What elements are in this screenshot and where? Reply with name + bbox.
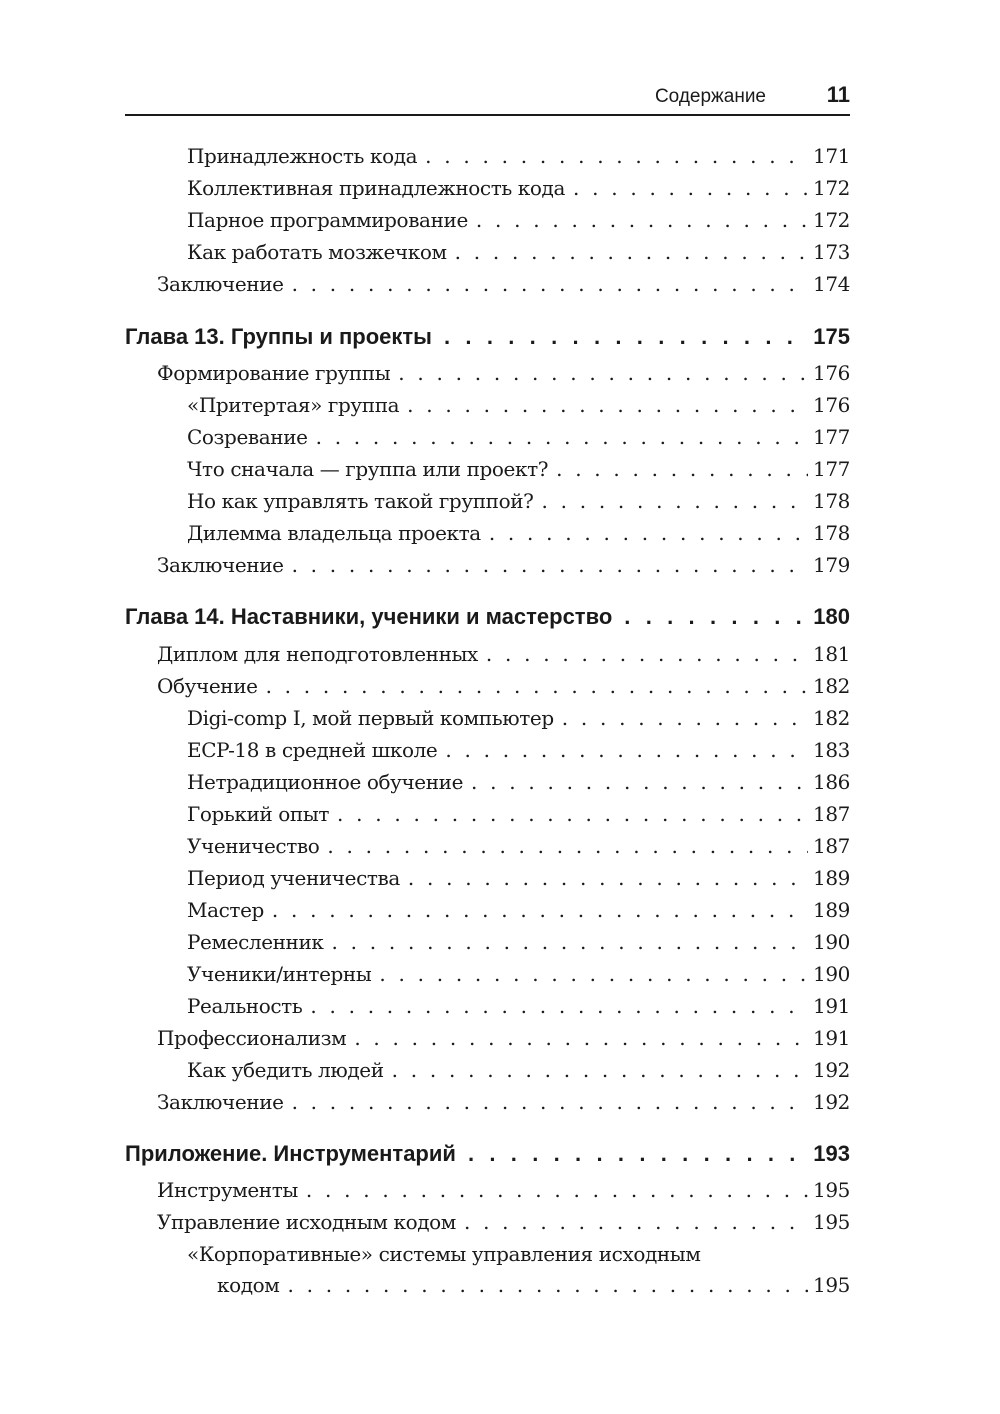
- toc-entry-page: 177: [813, 457, 850, 481]
- toc-entry-title: Реальность: [187, 994, 303, 1018]
- toc-leader-dots: [476, 208, 808, 232]
- toc-entry-page: 171: [813, 144, 850, 168]
- toc-entry: [157, 553, 850, 577]
- page-header: [125, 84, 850, 116]
- toc-entry: [157, 1210, 850, 1234]
- toc-entry: [157, 1026, 850, 1050]
- toc-entry-title: Коллективная принадлежность кода: [187, 176, 565, 200]
- toc-entry-title: Обучение: [157, 674, 258, 698]
- toc-entry: [187, 962, 850, 986]
- toc-chapter-page: 180: [813, 604, 850, 629]
- toc-entry-page: 173: [813, 240, 850, 264]
- toc-entry: [157, 1090, 850, 1114]
- toc-leader-dots: [455, 240, 808, 264]
- toc-entry: [187, 706, 850, 730]
- toc-entry: [187, 521, 850, 545]
- toc-entry: [187, 770, 850, 794]
- toc-leader-dots: [354, 1026, 808, 1050]
- toc-entry: [187, 994, 850, 1018]
- toc-entry-title: Ученики/интерны: [187, 962, 372, 986]
- toc-entry-title: Заключение: [157, 272, 284, 296]
- toc-entry-title: Созревание: [187, 425, 308, 449]
- toc-leader-dots: [624, 604, 805, 630]
- toc-entry-title: Что сначала — группа или проект?: [187, 457, 549, 481]
- toc-entry-page: 189: [813, 866, 850, 890]
- toc-leader-dots: [272, 898, 808, 922]
- toc-entry: [157, 642, 850, 666]
- toc-entry: [187, 240, 850, 264]
- toc-entry: [187, 802, 850, 826]
- toc-entry-page: 179: [813, 553, 850, 577]
- toc-leader-dots: [407, 393, 808, 417]
- toc-chapter-page: 175: [813, 324, 850, 349]
- toc-entry: [187, 898, 850, 922]
- toc-leader-dots: [379, 962, 808, 986]
- toc-chapter-entry: [125, 1141, 850, 1167]
- toc-entry: [187, 834, 850, 858]
- toc-entry-page: 186: [813, 770, 850, 794]
- toc-leader-dots: [327, 834, 808, 858]
- toc-entry-title: Управление исходным кодом: [157, 1210, 456, 1234]
- toc-entry-page: 172: [813, 176, 850, 200]
- toc-entry-page: 195: [813, 1210, 850, 1234]
- toc-leader-dots: [444, 324, 805, 350]
- toc-entry: [157, 674, 850, 698]
- toc-entry-title: «Притертая» группа: [187, 393, 400, 417]
- toc-entry-title: кодом: [217, 1273, 280, 1297]
- toc-entry-page: 192: [813, 1090, 850, 1114]
- toc-entry-page: 177: [813, 425, 850, 449]
- toc-entry-page: 192: [813, 1058, 850, 1082]
- page-number: 11: [826, 82, 850, 107]
- toc-entry-title: ECP-18 в средней школе: [187, 738, 438, 762]
- toc-entry-title: Период ученичества: [187, 866, 400, 890]
- toc-leader-dots: [337, 802, 808, 826]
- toc-entry-page: 190: [813, 930, 850, 954]
- toc-leader-dots: [398, 361, 808, 385]
- toc-entry: [187, 1058, 850, 1082]
- toc-entry-title: Заключение: [157, 553, 284, 577]
- toc-entry-title: Парное программирование: [187, 208, 468, 232]
- toc-entry-title: Инструменты: [157, 1178, 298, 1202]
- toc-entry: [157, 1178, 850, 1202]
- toc-entry-page: 195: [813, 1178, 850, 1202]
- toc-leader-dots: [292, 553, 808, 577]
- toc-leader-dots: [408, 866, 808, 890]
- toc-leader-dots: [306, 1178, 808, 1202]
- toc-leader-dots: [316, 425, 808, 449]
- toc-leader-dots: [464, 1210, 808, 1234]
- toc-leader-dots: [392, 1058, 808, 1082]
- toc-leader-dots: [310, 994, 808, 1018]
- toc-entry-title: Ремесленник: [187, 930, 324, 954]
- toc-entry-title: Диплом для неподготовленных: [157, 642, 478, 666]
- toc-entry: [187, 457, 850, 481]
- toc-entry-title: Профессионализм: [157, 1026, 347, 1050]
- toc-entry: [187, 930, 850, 954]
- toc-chapter-page: 193: [813, 1141, 850, 1166]
- toc-leader-dots: [556, 457, 808, 481]
- toc-leader-dots: [468, 1141, 805, 1167]
- toc-entry-page: 178: [813, 489, 850, 513]
- toc-entry-page: 190: [813, 962, 850, 986]
- toc-leader-dots: [489, 521, 808, 545]
- toc-entry: [187, 208, 850, 232]
- toc-entry-page: 182: [813, 706, 850, 730]
- toc-entry-page: 181: [813, 642, 850, 666]
- toc-leader-dots: [562, 706, 808, 730]
- toc-entry-page: 183: [813, 738, 850, 762]
- toc-entry-page: 189: [813, 898, 850, 922]
- toc-leader-dots: [573, 176, 808, 200]
- toc-entry-title: Горький опыт: [187, 802, 330, 826]
- toc-entry: [157, 272, 850, 296]
- toc-entry-page: 191: [813, 1026, 850, 1050]
- toc-entry-title: Ученичество: [187, 834, 320, 858]
- toc-chapter-entry: [125, 324, 850, 350]
- toc-entry: [187, 738, 850, 762]
- toc-entry-title: Формирование группы: [157, 361, 391, 385]
- toc-entry-title: «Корпоративные» системы управления исходным: [187, 1242, 701, 1266]
- toc-chapter-title: Приложение. Инструментарий: [125, 1141, 456, 1166]
- toc-entry-title: Нетрадиционное обучение: [187, 770, 464, 794]
- toc-leader-dots: [541, 489, 808, 513]
- toc-entry: [187, 176, 850, 200]
- toc-leader-dots: [471, 770, 808, 794]
- toc-entry-page: 195: [813, 1273, 850, 1297]
- toc-entry-first-line: [187, 1242, 700, 1266]
- toc-chapter-title: Глава 13. Группы и проекты: [125, 324, 432, 349]
- toc-entry-continuation: [217, 1273, 850, 1297]
- toc-entry: [187, 489, 850, 513]
- toc-entry: [187, 866, 850, 890]
- toc-chapter-entry: [125, 604, 850, 630]
- toc-leader-dots: [445, 738, 808, 762]
- toc-entry-title: Дилемма владельца проекта: [187, 521, 481, 545]
- toc-entry-page: 176: [813, 393, 850, 417]
- toc-entry-page: 187: [813, 834, 850, 858]
- toc-entry: [157, 361, 850, 385]
- toc-entry-title: Заключение: [157, 1090, 284, 1114]
- toc-entry-page: 176: [813, 361, 850, 385]
- toc-leader-dots: [266, 674, 808, 698]
- toc-entry: [187, 144, 850, 168]
- running-header-section: Содержание: [654, 86, 766, 107]
- toc-leader-dots: [292, 272, 808, 296]
- toc-entry: [187, 393, 850, 417]
- toc-entry-title: Принадлежность кода: [187, 144, 418, 168]
- toc-entry-title: Мастер: [187, 898, 264, 922]
- toc-leader-dots: [486, 642, 808, 666]
- toc-entry-page: 172: [813, 208, 850, 232]
- toc-leader-dots: [287, 1273, 808, 1297]
- toc-entry-page: 191: [813, 994, 850, 1018]
- toc-leader-dots: [292, 1090, 808, 1114]
- toc-entry-page: 174: [813, 272, 850, 296]
- toc-leader-dots: [332, 930, 808, 954]
- toc-entry-title: Как работать мозжечком: [187, 240, 447, 264]
- toc-entry: [187, 425, 850, 449]
- toc-leader-dots: [425, 144, 808, 168]
- toc-entry-title: Digi-comp I, мой первый компьютер: [187, 706, 554, 730]
- toc-entry-title: Как убедить людей: [187, 1058, 384, 1082]
- toc-entry-page: 182: [813, 674, 850, 698]
- toc-entry-page: 178: [813, 521, 850, 545]
- toc-entry-page: 187: [813, 802, 850, 826]
- toc-entry-title: Но как управлять такой группой?: [187, 489, 534, 513]
- toc-chapter-title: Глава 14. Наставники, ученики и мастерство: [125, 604, 613, 629]
